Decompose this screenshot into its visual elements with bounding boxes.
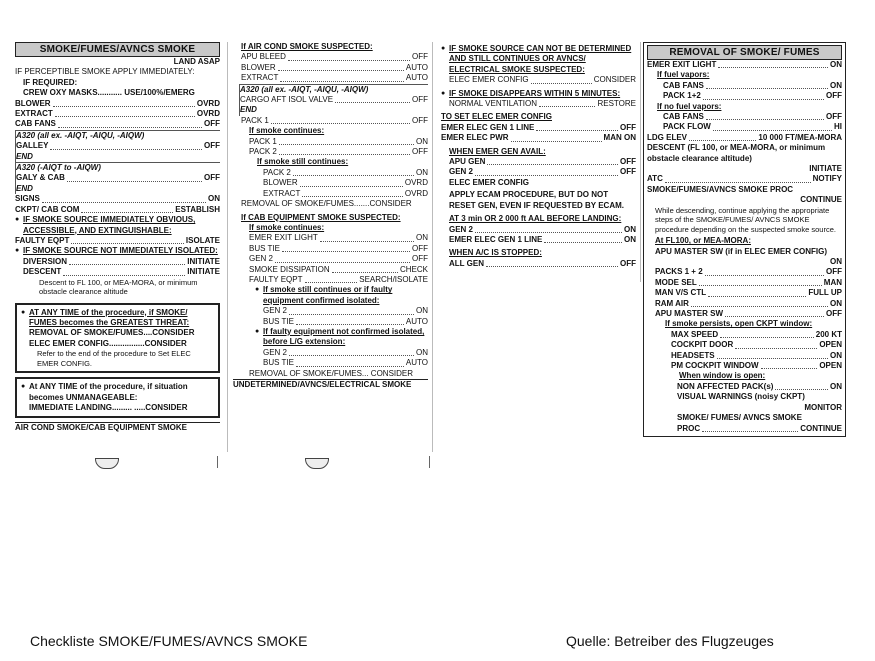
step-value: OFF xyxy=(412,243,428,253)
column-divider xyxy=(640,42,641,282)
step-value: OFF xyxy=(412,254,428,264)
step-label: MAX SPEED xyxy=(671,329,719,339)
removal-smoke-fumes-box xyxy=(643,42,846,437)
step-value: OFF xyxy=(620,122,636,132)
column-divider xyxy=(432,42,433,452)
page-tab-mark xyxy=(305,458,329,469)
step-label: FAULTY EQPT xyxy=(15,235,70,245)
step-label: EXTRACT xyxy=(263,188,301,198)
step-value: ON xyxy=(830,60,842,69)
condition-heading: ● WHEN EMER GEN AVAIL: xyxy=(449,147,636,157)
step-value: OFF xyxy=(826,309,842,319)
step-value: ON xyxy=(416,136,428,146)
step-value: ON xyxy=(624,224,636,234)
step-value: ON xyxy=(416,347,428,357)
smoke-proc-text: SMOKE/FUMES/AVNCS SMOKE PROC xyxy=(647,184,794,194)
step-label: MODE SEL xyxy=(655,277,697,287)
step-label: BLOWER xyxy=(263,178,298,188)
condition-heading: ■ If fuel vapors: xyxy=(657,70,842,80)
step-value: OFF xyxy=(204,173,220,183)
step-value: ON xyxy=(624,234,636,244)
condition-heading: ● If AIR COND SMOKE SUSPECTED: xyxy=(241,42,428,52)
condition-subheading: ● If smoke continues: xyxy=(249,126,428,136)
step-value: OFF xyxy=(412,52,428,62)
step-label: DESCENT xyxy=(23,267,62,277)
intro-text: IF PERCEPTIBLE SMOKE APPLY IMMEDIATELY: xyxy=(15,67,195,77)
step-label: SMOKE DISSIPATION xyxy=(249,264,330,274)
step-label: GEN 2 xyxy=(449,167,474,177)
step-label: MAN V/S CTL xyxy=(655,288,707,298)
step-value: ON xyxy=(830,80,842,90)
section-title: REMOVAL OF SMOKE/ FUMES xyxy=(647,45,842,60)
step-label: CAB FANS xyxy=(663,80,704,90)
step-value: OFF xyxy=(204,119,220,129)
checklist-column-smoke-fumes xyxy=(15,42,220,434)
step-label: PACK 1 xyxy=(249,136,277,146)
condition-heading: ● IF SMOKE SOURCE NOT IMMEDIATELY ISOLATED: xyxy=(23,246,220,256)
step-label: CAB FANS xyxy=(663,112,704,122)
step-label: CARGO AFT ISOL VALVE xyxy=(240,95,334,105)
step-label: GEN 2 xyxy=(249,254,274,264)
condition-subheading: ● When window is open: xyxy=(679,371,842,381)
step-label: EMER ELEC GEN 1 LINE xyxy=(449,234,543,244)
step-value: CONSIDER xyxy=(593,75,636,85)
step-value: RESTORE xyxy=(597,99,636,109)
step-value: OFF xyxy=(620,167,636,177)
visual-warnings-text: VISUAL WARNINGS (noisy CKPT) xyxy=(677,392,805,402)
step-label: EXTRACT xyxy=(15,109,53,119)
step-label: NON AFFECTED PACK(s) xyxy=(677,381,774,391)
procedure-heading: TO SET ELEC EMER CONFIG xyxy=(441,112,552,122)
step-label: PROC xyxy=(677,423,701,433)
condition-subheading: ● If smoke continues: xyxy=(249,223,428,233)
page-tab-mark xyxy=(95,458,119,469)
step-label: EMER ELEC PWR xyxy=(441,133,509,143)
step-label: GEN 2 xyxy=(263,306,288,316)
step-value: AUTO xyxy=(405,62,428,72)
step-value: AUTO xyxy=(405,73,428,83)
box-heading: ● At ANY TIME of the procedure, if situation becomes UNMANAGEABLE: xyxy=(29,382,214,403)
apu-sw-value: ON xyxy=(830,257,842,266)
step-label: ALL GEN xyxy=(449,258,484,268)
step-value: ON xyxy=(416,233,428,243)
step-label: FAULTY EQPT xyxy=(249,274,303,284)
step-label: PACK FLOW xyxy=(663,122,711,132)
removal-line: REMOVAL OF SMOKE/FUMES.......CONSIDER xyxy=(241,199,412,209)
condition-heading: ● IF SMOKE SOURCE CAN NOT BE DETERMINED AND STILL CONTINUES OR AVNCS/ ELECTRICAL SMOKE SUSPECTED: xyxy=(449,44,636,75)
caption-right: Quelle: Betreiber des Flugzeuges xyxy=(566,633,774,649)
condition-heading: ● IF SMOKE SOURCE IMMEDIATELY OBVIOUS, ACCESSIBLE, AND EXTINGUISHABLE: xyxy=(23,215,220,236)
aircraft-variant-note: A320 (all ex. -AIQT, -AIQU, -AIQW) xyxy=(16,130,145,140)
step-value: OPEN xyxy=(819,361,842,371)
condition-heading: ■ If no fuel vapors: xyxy=(657,102,842,112)
step-label: GEN 2 xyxy=(263,347,288,357)
step-label: COCKPIT DOOR xyxy=(671,340,734,350)
step-value: INITIATE xyxy=(187,256,220,266)
condition-heading: ● If CAB EQUIPMENT SMOKE SUSPECTED: xyxy=(241,213,428,223)
box-note: Refer to the end of the procedure to Set ELEC EMER CONFIG. xyxy=(37,349,191,368)
step-label: ATC xyxy=(647,174,663,184)
step-value: OVRD xyxy=(196,98,220,108)
section-title: SMOKE/FUMES/AVNCS SMOKE xyxy=(15,42,220,57)
step-value: OFF xyxy=(826,112,842,122)
apu-sw-text: APU MASTER SW (if in ELEC EMER CONFIG) xyxy=(655,246,827,256)
condition-heading: ● WHEN A/C IS STOPPED: xyxy=(449,248,636,258)
step-value: ON xyxy=(830,381,842,391)
condition-heading: ● AT 3 min OR 2 000 ft AAL BEFORE LANDING: xyxy=(449,214,636,224)
caption-left: Checkliste SMOKE/FUMES/AVNCS SMOKE xyxy=(30,633,308,649)
step-label: ELEC EMER CONFIG xyxy=(449,75,529,85)
variant-end: END xyxy=(16,183,33,193)
visual-warnings-value: MONITOR xyxy=(804,402,842,412)
step-value: SEARCH/ISOLATE xyxy=(359,274,428,284)
step-label: APU BLEED xyxy=(241,52,286,62)
condition-heading: ● At FL100, or MEA-MORA: xyxy=(655,236,842,246)
step-label: PACK 1+2 xyxy=(663,91,701,101)
if-required-heading: ● IF REQUIRED: xyxy=(23,78,220,88)
step-value: OVRD xyxy=(196,109,220,119)
step-value: OFF xyxy=(826,267,842,277)
step-label: BUS TIE xyxy=(263,358,294,368)
step-value: MAN ON xyxy=(603,133,636,143)
step-value: OVRD xyxy=(404,188,428,198)
condition-subheading: ● If smoke still continues: xyxy=(257,157,428,167)
step-label: PACKS 1 + 2 xyxy=(655,267,703,277)
step-value: FULL UP xyxy=(808,288,842,298)
step-value: 200 KT xyxy=(815,329,842,339)
apply-ecam-text: APPLY ECAM PROCEDURE, BUT DO NOT RESET GEN, EVEN IF REQUESTED BY ECAM. xyxy=(449,190,624,210)
descent-value: INITIATE xyxy=(809,164,842,174)
box-step: ELEC EMER CONFIG................CONSIDER xyxy=(29,338,187,348)
step-label: SIGNS xyxy=(15,194,40,204)
unmanageable-box xyxy=(15,377,220,418)
removal-line: REMOVAL OF SMOKE/FUMES... CONSIDER xyxy=(249,368,414,378)
section-footer: UNDETERMINED/AVNCS/ELECTRICAL SMOKE xyxy=(233,379,428,390)
step-value: OFF xyxy=(412,95,428,105)
step-label: PACK 2 xyxy=(249,147,277,157)
step-label: EXTRACT xyxy=(241,73,279,83)
condition-heading: ● IF SMOKE DISAPPEARS WITHIN 5 MINUTES: xyxy=(449,89,636,99)
condition-subheading: ■ If smoke persists, open CKPT window: xyxy=(665,319,842,329)
step-value: OPEN xyxy=(819,340,842,350)
descent-note: Descent to FL 100, or MEA-MORA, or minimum obstacle clearance altitude xyxy=(39,277,198,297)
step-value: OFF xyxy=(412,115,428,125)
step-label: APU GEN xyxy=(449,157,486,167)
descending-note: While descending, continue applying the appropriate steps of the SMOKE/FUMES/ AVNCS SMOKE procedure depending on the suspected smoke source. xyxy=(655,205,836,234)
step-value: ON xyxy=(416,306,428,316)
step-value: OFF xyxy=(412,147,428,157)
step-label: BUS TIE xyxy=(249,243,280,253)
step-label: PACK 1 xyxy=(241,115,269,125)
step-label: CAB FANS xyxy=(15,119,56,129)
threat-box xyxy=(15,303,220,374)
step-label: EMER EXIT LIGHT xyxy=(249,233,318,243)
step-value: ON xyxy=(830,298,842,308)
step-label: PM COCKPIT WINDOW xyxy=(671,361,759,371)
step-label: BLOWER xyxy=(15,98,51,108)
descent-text: DESCENT (FL 100, or MEA-MORA, or minimum obstacle clearance altitude) xyxy=(647,143,826,163)
step-label: BUS TIE xyxy=(263,316,294,326)
variant-end: END xyxy=(16,151,33,161)
step-value: MAN xyxy=(823,277,842,287)
step-value: ON xyxy=(208,194,220,204)
step-label: NORMAL VENTILATION xyxy=(449,99,538,109)
condition-subheading: ● If faulty equipment not confirmed isolated, before L/G extension: xyxy=(263,327,428,348)
step-value: ON xyxy=(830,350,842,360)
step-value: OFF xyxy=(204,141,220,151)
aircraft-variant-note: A320 (-AIQT to -AIQW) xyxy=(16,163,101,173)
box-step: IMMEDIATE LANDING......... .....CONSIDER xyxy=(29,402,188,412)
step-label: EMER ELEC GEN 1 LINE xyxy=(441,122,535,132)
step-value: ISOLATE xyxy=(185,235,220,245)
step-value: AUTO xyxy=(405,316,428,326)
checklist-column-undetermined xyxy=(441,42,636,269)
step-value: OFF xyxy=(620,157,636,167)
step-label: LDG ELEV xyxy=(647,132,688,142)
elec-emer-config-text: ELEC EMER CONFIG xyxy=(449,177,530,187)
column-divider xyxy=(227,42,228,452)
step-label: PACK 2 xyxy=(263,167,291,177)
land-asap-text: LAND ASAP xyxy=(173,57,220,66)
step-label: BLOWER xyxy=(241,62,276,72)
step-value: NOTIFY xyxy=(812,174,842,184)
step-value: CONTINUE xyxy=(800,423,842,433)
step-value: 10 000 FT/MEA-MORA xyxy=(758,132,842,142)
step-value: CHECK xyxy=(399,264,428,274)
step-value: OFF xyxy=(826,91,842,101)
step-label: RAM AIR xyxy=(655,298,689,308)
checklist-column-air-cond xyxy=(233,42,428,390)
step-value: AUTO xyxy=(405,358,428,368)
step-value: OFF xyxy=(620,258,636,268)
step-value: INITIATE xyxy=(187,267,220,277)
page-edge-mark xyxy=(217,456,218,468)
step-label: GALY & CAB xyxy=(16,173,65,183)
step-label: GEN 2 xyxy=(449,224,474,234)
step-value: HI xyxy=(834,122,842,132)
step-label: CKPT/ CAB COM xyxy=(15,204,80,214)
box-step: REMOVAL OF SMOKE/FUMES....CONSIDER xyxy=(29,328,195,338)
step-value: ON xyxy=(416,167,428,177)
step-label: APU MASTER SW xyxy=(655,309,723,319)
step-label: HEADSETS xyxy=(671,350,715,360)
step-label: EMER EXIT LIGHT xyxy=(647,60,717,69)
condition-subheading: ● If smoke still continues or if faulty equipment confirmed isolated: xyxy=(263,285,428,306)
variant-end: END xyxy=(240,105,257,115)
section-footer: AIR COND SMOKE/CAB EQUIPMENT SMOKE xyxy=(15,422,220,433)
crew-oxy-masks-line: CREW OXY MASKS........... USE/100%/EMERG xyxy=(23,88,195,98)
step-label: DIVERSION xyxy=(23,256,68,266)
box-heading: ● AT ANY TIME of the procedure, if SMOKE/ FUMES becomes the GREATEST THREAT: xyxy=(29,308,214,329)
step-label: GALLEY xyxy=(16,141,49,151)
page-edge-mark xyxy=(429,456,430,468)
smoke-proc-text: SMOKE/ FUMES/ AVNCS SMOKE xyxy=(677,413,802,423)
step-value: ESTABLISH xyxy=(175,204,220,214)
smoke-proc-value: CONTINUE xyxy=(800,195,842,205)
step-value: OVRD xyxy=(404,178,428,188)
aircraft-variant-note: A320 (all ex. -AIQT, -AIQU, -AIQW) xyxy=(240,84,369,94)
